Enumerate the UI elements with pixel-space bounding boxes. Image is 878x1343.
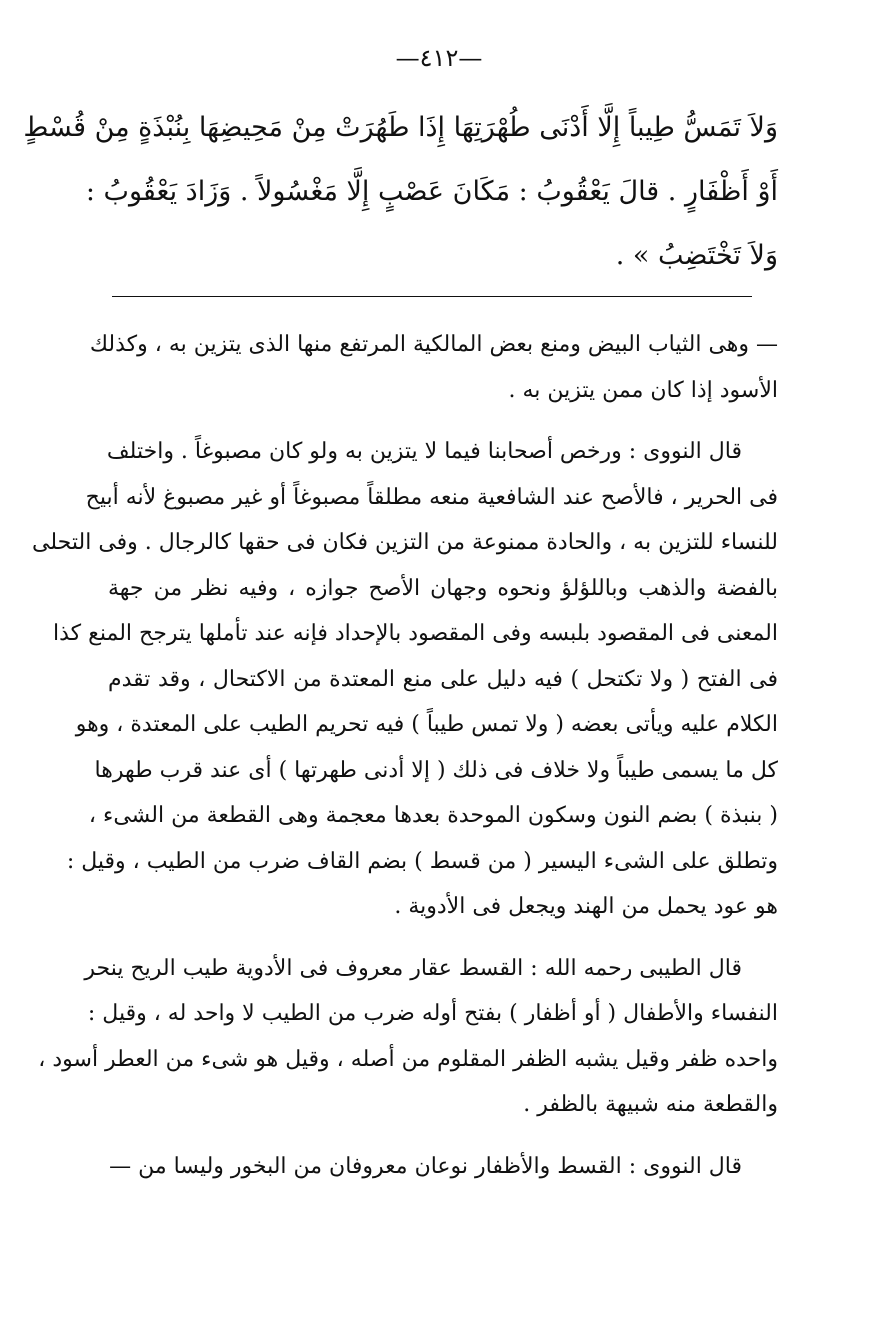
commentary-line: فى الحرير ، فالأصح عند الشافعية منعه مطلقاً مصبوغاً أو غير مصبوغ لأنه أبيح [85,484,778,510]
commentary-line: كل ما يسمى طيباً ولا خلاف فى ذلك ( إلا أدنى طهرتها ) أى عند قرب طهرها [94,757,778,783]
page-number: —٤١٢— [395,44,483,72]
commentary-line: المعنى فى المقصود بلبسه وفى المقصود بالإحداد فإنه عند تأملها يترجح المنع كذا [53,621,778,646]
commentary-paragraph [108,1144,778,1190]
commentary-line: هو عود يحمل من الهند ويجعل فى الأدوية . [394,894,778,919]
commentary-line: قال النووى : القسط والأظفار نوعان معروفان من البخور وليسا من — [109,1153,742,1179]
commentary-paragraph [38,946,778,1128]
commentary-line: قال الطيبى رحمه الله : القسط عقار معروف فى الأدوية طيب الريح ينحر [84,955,742,981]
commentary-line: الكلام عليه ويأتى بعضه ( ولا تمس طيباً ) فيه تحريم الطيب على المعتدة ، وهو [75,712,778,737]
hadith-line: وَلاَ تَمَسُّ طِيباً إِلَّا أَدْنَى طُهْرَتِهَا إِذَا طَهُرَتْ مِنْ مَحِيضِهَا بِنُبْذَةٍ مِنْ قُسْطٍ [23,112,778,143]
footnote-divider [112,296,752,297]
commentary-line: النفساء والأطفال ( أو أظفار ) بفتح أوله ضرب من الطيب لا واحد له ، وقيل : [87,1001,778,1026]
commentary-line: قال النووى : ورخص أصحابنا فيما لا يتزين به ولو كان مصبوغاً . واختلف [106,439,742,464]
commentary-line: — وهى الثياب البيض ومنع بعض المالكية المرتفع منها الذى يتزين به ، وكذلك [89,332,778,357]
commentary-line: بالفضة والذهب وباللؤلؤ ونحوه وجهان الأصح جوازه ، وفيه نظر من جهة [108,575,778,601]
commentary-paragraph [32,429,778,930]
commentary-line: واحده ظفر وقيل يشبه الظفر المقلوم من أصله ، وقيل هو شىء من العطر أسود ، [38,1046,778,1072]
commentary-line: للنساء للتزين به ، والحادة ممنوعة من التزين فكان فى حقها كالرجال . وفى التحلى [32,530,778,555]
commentary-line: ( بنبذة ) بضم النون وسكون الموحدة بعدها معجمة وهى القطعة من الشىء ، [88,803,778,828]
commentary-line: الأسود إذا كان ممن يتزين به . [508,377,778,403]
hadith-line: وَلاَ تَخْتَضِبُ » . [615,240,778,271]
commentary [32,322,778,1203]
commentary-paragraph [89,322,778,413]
commentary-line: والقطعة منه شبيهة بالظفر . [523,1092,778,1117]
commentary-line: وتطلق على الشىء اليسير ( من قسط ) بضم القاف ضرب من الطيب ، وقيل : [66,848,778,874]
commentary-line: فى الفتح ( ولا تكتحل ) فيه دليل على منع المعتدة من الاكتحال ، وقد تقدم [108,666,778,692]
hadith-line: أَوْ أَظْفَارٍ . قالَ يَعْقُوبُ : مَكَانَ عَصْبٍ إِلَّا مَغْسُولاً . وَزَادَ يَعْقُوبُ : [85,176,778,207]
hadith-text [23,96,778,288]
